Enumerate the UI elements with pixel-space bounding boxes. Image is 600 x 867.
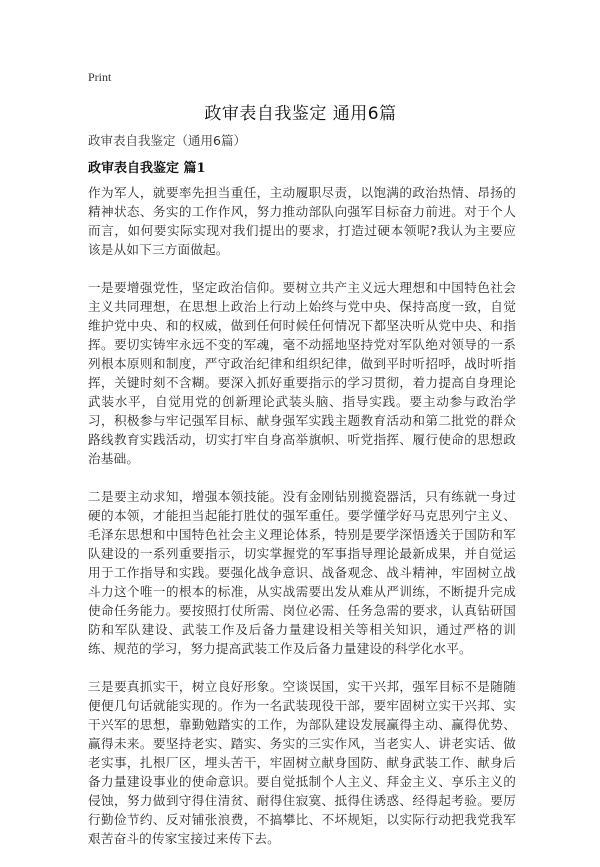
- paragraph-point-one: 一是要增强党性，坚定政治信仰。要树立共产主义远大理想和中国特色社会主义共同理想，在思想上政治上行动上始终与党中央、保持高度一致，自觉维护党中央、和的权威，做到任何时候任何情况下都坚决听从党中央、和指挥。要切实铸牢永远不变的军魂，毫不动摇地坚持党对军队绝对领导的一系列根本原则和制度，严守政治纪律和组织纪律，做到平时听招呼，战时听指挥，关键时刻不含糊。要深入抓好重要指示的学习贯彻，着力提高自身理论武装水平，自觉用党的创新理论武装头脑、指导实践。要主动参与政治学习，积极参与牢记强军目标、献身强军实践主题教育活动和第二批党的群众路线教育实践活动，切实打牢自身高举旗帜、听党指挥、履行使命的思想政治基础。: [88, 280, 516, 466]
- paragraph-point-two: 二是要主动求知，增强本领技能。没有金刚钻别揽瓷器活，只有练就一身过硬的本领，才能担当起能打胜仗的强军重任。要学懂学好马克思列宁主义、毛泽东思想和中国特色社会主义理论体系，特别是要学深悟透关于国防和军队建设的一系列重要指示，切实掌握党的军事指导理论最新成果，并自觉运用于工作指导和实践。要强化战争意识、战备观念、战斗精神，牢固树立战斗力这个唯一的根本的标准，从实战需要出发从难从严训练，不断提升完成使命任务能力。要按照打仗所需、岗位必需、任务急需的要求，认真钻研国防和军队建设、武装工作及后备力量建设相关等相关知识，通过严格的训练、规范的学习，努力提高武装工作及后备力量建设的科学化水平。: [88, 489, 516, 656]
- paragraph-point-three: 三是要真抓实干，树立良好形象。空谈误国，实干兴邦，强军目标不是随随便便几句话就能实现的。作为一名武装现役干部，要牢固树立实干兴邦、实干兴军的思想，靠勤勉踏实的工作，为部队建设发展赢得主动、赢得优势、赢得未来。要坚持老实、踏实、务实的三实作风，当老实人、讲老实话、做老实事，扎根厂区，埋头苦干，牢固树立献身国防、献身武装工作、献身后备力量建设事业的使命意识。要自觉抵制个人主义、拜金主义、享乐主义的侵蚀，努力做到守得住清贫、耐得住寂寞、抵得住诱惑、经得起考验。要厉行勤俭节约、反对铺张浪费，不搞攀比、不坏规矩，以实际行动把我党我军艰苦奋斗的传家宝接过来传下去。: [88, 679, 516, 846]
- paragraph-intro: 作为军人，就要率先担当重任，主动履职尽责，以饱满的政治热情、昂扬的精神状态、务实的工作作风，努力推动部队向强军目标奋力前进。对于个人而言，如何要实际实现对我们提出的要求，打造过硬本领呢?我认为主要应该是从如下三方面做起。: [88, 185, 516, 257]
- section-heading: 政审表自我鉴定 篇1: [88, 161, 206, 176]
- print-label[interactable]: Print: [88, 70, 112, 84]
- document-subtitle: 政审表自我鉴定（通用6篇）: [88, 133, 246, 148]
- document-body: [88, 183, 516, 867]
- page-title: 政审表自我鉴定 通用6篇: [204, 104, 397, 124]
